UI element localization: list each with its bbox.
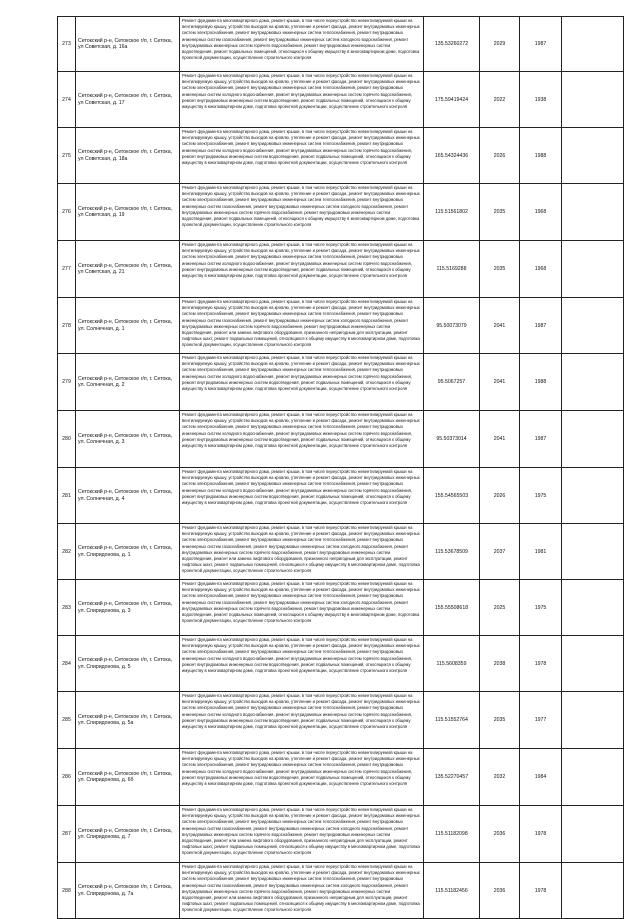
address-cell: Сетокский р-н, Сетокское г/п, г. Сетока, ул. Спиридонова, д. 6б [76,749,180,806]
cost-cell: 95.50073079 [424,298,480,354]
build-year-cell: 1978 [520,863,562,919]
row-number: 277 [58,241,76,298]
works-cell: Ремонт фундамента многоквартирного дома, ремонт крыши, в том числе переустройство невентилируемой крыши на вентилируемую крышу, устройство выходов на кровлю, утепление и ремонт фасада, ремонт внутридомовых инженерных систем электроснабжения, ремонт внутридомовых инженерных систем теплоснабжения, ремонт внутридомовых инженерных систем холодного водоснабжения, ремонт внутридомовых инженерных систем горячего водоснабжения, ремонт внутридомовых инженерных систем водоотведения, ремонт подвальных помещений, относящихся к общему имуществу в многоквартирном доме, подготовка проектной документации, осуществление строительного контроля [180,354,424,411]
address-cell: Сетокский р-н, Сетокское г/п, г. Сетока, ул. Спиридонова, д. 5 [76,636,180,692]
works-cell: Ремонт фундамента многоквартирного дома, ремонт крыши, в том числе переустройство невентилируемой крыши на вентилируемую крышу, устройство выходов на кровлю, утепление и ремонт фасада, ремонт внутридомовых инженерных систем электроснабжения, ремонт внутридомовых инженерных систем теплоснабжения, ремонт внутридомовых инженерных систем холодного водоснабжения, ремонт внутридомовых инженерных систем горячего водоснабжения, ремонт внутридомовых инженерных систем водоотведения, ремонт подвальных помещений, относящихся к общему имуществу в многоквартирном доме, подготовка проектной документации, осуществление строительного контроля [180,128,424,184]
build-year-cell: 1987 [520,298,562,354]
address-cell: Сетокский р-н, Сетокское г/п, г. Сетока, ул Советская, д. 17 [76,72,180,128]
cost-cell: 165.54324436 [424,128,480,184]
repair-year-cell: 2032 [480,749,520,806]
build-year-cell: 1984 [520,749,562,806]
repair-year-cell: 2022 [480,72,520,128]
blank-cell [562,72,624,128]
row-number: 276 [58,184,76,241]
row-number: 285 [58,692,76,749]
row-number: 279 [58,354,76,411]
cost-cell: 155.54565503 [424,468,480,524]
blank-cell [562,298,624,354]
cost-cell: 95.5067257 [424,354,480,411]
blank-cell [562,580,624,636]
row-number: 281 [58,468,76,524]
cost-cell: 135.52270457 [424,749,480,806]
address-cell: Сетокский р-н, Сетокское г/п, г. Сетока, ул. Спиридонова, д. 3 [76,580,180,636]
table-row [58,184,624,241]
address-cell: Сетокский р-н, Сетокское г/п, г. Сетока, ул. Солнечная, д. 2 [76,354,180,411]
build-year-cell: 1978 [520,806,562,863]
build-year-cell: 1938 [520,72,562,128]
repair-year-cell: 2029 [480,17,520,72]
build-year-cell: 1968 [520,184,562,241]
repair-year-cell: 2036 [480,806,520,863]
row-number: 284 [58,636,76,692]
repair-year-cell: 2035 [480,241,520,298]
blank-cell [562,354,624,411]
cost-cell: 115.53678509 [424,524,480,580]
capital-repair-table [57,16,624,919]
table-row [58,580,624,636]
blank-cell [562,128,624,184]
build-year-cell: 1975 [520,468,562,524]
works-cell: Ремонт фундамента многоквартирного дома, ремонт крыши, в том числе переустройство невентилируемой крыши на вентилируемую крышу, устройство выходов на кровлю, утепление и ремонт фасада, ремонт внутридомовых инженерных систем электроснабжения, ремонт внутридомовых инженерных систем теплоснабжения, ремонт внутридомовых инженерных систем газоснабжения, ремонт внутридомовых инженерных систем холодного водоснабжения, ремонт внутридомовых инженерных систем горячего водоснабжения, ремонт внутридомовых инженерных систем водоотведения, ремонт подвальных помещений, относящихся к общему имуществу в многоквартирном доме, подготовка проектной документации, осуществление строительного контроля [180,184,424,241]
table-body [58,17,624,919]
build-year-cell: 1988 [520,354,562,411]
blank-cell [562,863,624,919]
document-sheet [57,16,623,919]
works-cell: Ремонт фундамента многоквартирного дома, ремонт крыши, в том числе переустройство невентилируемой крыши на вентилируемую крышу, устройство выходов на кровлю, утепление и ремонт фасада, ремонт внутридомовых инженерных систем электроснабжения, ремонт внутридомовых инженерных систем теплоснабжения, ремонт внутридомовых инженерных систем холодного водоснабжения, ремонт внутридомовых инженерных систем горячего водоснабжения, ремонт внутридомовых инженерных систем водоотведения, ремонт подвальных помещений, относящихся к общему имуществу в многоквартирном доме, подготовка проектной документации, осуществление строительного контроля [180,241,424,298]
address-cell: Сетокский р-н, Сетокское г/п, г. Сетока, ул. Спиридонова, д. 5а [76,692,180,749]
repair-year-cell: 2035 [480,184,520,241]
table-row [58,354,624,411]
address-cell: Сетокский р-н, Сетокское г/п, г. Сетока, ул. Солнечная, д. 4 [76,468,180,524]
repair-year-cell: 2038 [480,636,520,692]
address-cell: Сетокский р-н, Сетокское г/п, г. Сетока, ул. Спиридонова, д. 7а [76,863,180,919]
repair-year-cell: 2037 [480,524,520,580]
blank-cell [562,184,624,241]
build-year-cell: 1987 [520,411,562,468]
build-year-cell: 1987 [520,17,562,72]
build-year-cell: 1981 [520,524,562,580]
works-cell: Ремонт фундамента многоквартирного дома, ремонт крыши, в том числе переустройство невентилируемой крыши на вентилируемую крышу, устройство выходов на кровлю, утепление и ремонт фасада, ремонт внутридомовых инженерных систем электроснабжения, ремонт внутридомовых инженерных систем теплоснабжения, ремонт внутридомовых инженерных систем газоснабжения, ремонт внутридомовых инженерных систем холодного водоснабжения, ремонт внутридомовых инженерных систем горячего водоснабжения, ремонт внутридомовых инженерных систем водоотведения, ремонт подвальных помещений, относящихся к общему имуществу в многоквартирном доме, подготовка проектной документации, осуществление строительного контроля [180,580,424,636]
blank-cell [562,806,624,863]
repair-year-cell: 2025 [480,580,520,636]
row-number: 273 [58,17,76,72]
table-row [58,524,624,580]
address-cell: Сетокский р-н, Сетокское г/п, г. Сетока, ул. Спиридонова, д. 7 [76,806,180,863]
table-row [58,806,624,863]
cost-cell: 115.5608359 [424,636,480,692]
row-number: 287 [58,806,76,863]
table-row [58,863,624,919]
row-number: 280 [58,411,76,468]
cost-cell: 115.5169288 [424,241,480,298]
cost-cell: 155.55508618 [424,580,480,636]
table-row [58,298,624,354]
cost-cell: 115.51182098 [424,806,480,863]
works-cell: Ремонт фундамента многоквартирного дома, ремонт крыши, в том числе переустройство невентилируемой крыши на вентилируемую крышу, устройство выходов на кровлю, утепление и ремонт фасада, ремонт внутридомовых инженерных систем электроснабжения, ремонт внутридомовых инженерных систем теплоснабжения, ремонт внутридомовых инженерных систем холодного водоснабжения, ремонт внутридомовых инженерных систем горячего водоснабжения, ремонт внутридомовых инженерных систем водоотведения, ремонт подвальных помещений, относящихся к общему имуществу в многоквартирном доме, подготовка проектной документации, осуществление строительного контроля [180,72,424,128]
works-cell: Ремонт фундамента многоквартирного дома, ремонт крыши, в том числе переустройство невентилируемой крыши на вентилируемую крышу, устройство выходов на кровлю, утепление и ремонт фасада, ремонт внутридомовых инженерных систем электроснабжения, ремонт внутридомовых инженерных систем теплоснабжения, ремонт внутридомовых инженерных систем холодного водоснабжения, ремонт внутридомовых инженерных систем горячего водоснабжения, ремонт внутридомовых инженерных систем водоотведения, ремонт подвальных помещений, относящихся к общему имуществу в многоквартирном доме, подготовка проектной документации, осуществление строительного контроля [180,749,424,806]
address-cell: Сетокский р-н, Сетокское г/п, г. Сетока, ул Советская, д. 16а [76,17,180,72]
blank-cell [562,524,624,580]
repair-year-cell: 2026 [480,128,520,184]
build-year-cell: 1978 [520,636,562,692]
address-cell: Сетокский р-н, Сетокское г/п, г. Сетока, ул Советская, д. 18а [76,128,180,184]
repair-year-cell: 2041 [480,411,520,468]
repair-year-cell: 2026 [480,468,520,524]
build-year-cell: 1977 [520,692,562,749]
blank-cell [562,468,624,524]
table-row [58,128,624,184]
blank-cell [562,692,624,749]
repair-year-cell: 2041 [480,354,520,411]
row-number: 275 [58,128,76,184]
blank-cell [562,411,624,468]
table-row [58,692,624,749]
address-cell: Сетокский р-н, Сетокское г/п, г. Сетока, ул. Солнечная, д. 1 [76,298,180,354]
repair-year-cell: 2041 [480,298,520,354]
works-cell: Ремонт фундамента многоквартирного дома, ремонт крыши, в том числе переустройство невентилируемой крыши на вентилируемую крышу, устройство выходов на кровлю, утепление и ремонт фасада, ремонт внутридомовых инженерных систем электроснабжения, ремонт внутридомовых инженерных систем теплоснабжения, ремонт внутридомовых инженерных систем газоснабжения, ремонт внутридомовых инженерных систем холодного водоснабжения, ремонт внутридомовых инженерных систем горячего водоснабжения, ремонт внутридомовых инженерных систем водоотведения, ремонт или замена лифтового оборудования, признанного непригодным для эксплуатации, ремонт лифтовых шахт, ремонт подвальных помещений, относящихся к общему имуществу в многоквартирном доме, подготовка проектной документации, осуществление строительного контроля [180,806,424,863]
works-cell: Ремонт фундамента многоквартирного дома, ремонт крыши, в том числе переустройство невентилируемой крыши на вентилируемую крышу, устройство выходов на кровлю, утепление и ремонт фасада, ремонт внутридомовых инженерных систем электроснабжения, ремонт внутридомовых инженерных систем теплоснабжения, ремонт внутридомовых инженерных систем холодного водоснабжения, ремонт внутридомовых инженерных систем горячего водоснабжения, ремонт внутридомовых инженерных систем водоотведения, ремонт подвальных помещений, относящихся к общему имуществу в многоквартирном доме, подготовка проектной документации, осуществление строительного контроля [180,411,424,468]
row-number: 288 [58,863,76,919]
cost-cell: 95.50373014 [424,411,480,468]
address-cell: Сетокский р-н, Сетокское г/п, г. Сетока, ул. Солнечная, д. 3 [76,411,180,468]
repair-year-cell: 2035 [480,692,520,749]
build-year-cell: 1975 [520,580,562,636]
cost-cell: 115.51182456 [424,863,480,919]
works-cell: Ремонт фундамента многоквартирного дома, ремонт крыши, в том числе переустройство невентилируемой крыши на вентилируемую крышу, устройство выходов на кровлю, утепление и ремонт фасада, ремонт внутридомовых инженерных систем электроснабжения, ремонт внутридомовых инженерных систем теплоснабжения, ремонт внутридомовых инженерных систем холодного водоснабжения, ремонт внутридомовых инженерных систем горячего водоснабжения, ремонт внутридомовых инженерных систем водоотведения, ремонт подвальных помещений, относящихся к общему имуществу в многоквартирном доме, подготовка проектной документации, осуществление строительного контроля [180,692,424,749]
works-cell: Ремонт фундамента многоквартирного дома, ремонт крыши, в том числе переустройство невентилируемой крыши на вентилируемую крышу, устройство выходов на кровлю, утепление и ремонт фасада, ремонт внутридомовых инженерных систем электроснабжения, ремонт внутридомовых инженерных систем теплоснабжения, ремонт внутридомовых инженерных систем газоснабжения, ремонт внутридомовых инженерных систем холодного водоснабжения, ремонт внутридомовых инженерных систем горячего водоснабжения, ремонт внутридомовых инженерных систем водоотведения, ремонт подвальных помещений, относящихся к общему имуществу в многоквартирном доме, подготовка проектной документации, осуществление строительного контроля [180,17,424,72]
cost-cell: 135.53260272 [424,17,480,72]
address-cell: Сетокский р-н, Сетокское г/п, г. Сетока, ул. Спиридонова, д. 1 [76,524,180,580]
works-cell: Ремонт фундамента многоквартирного дома, ремонт крыши, в том числе переустройство невентилируемой крыши на вентилируемую крышу, устройство выходов на кровлю, утепление и ремонт фасада, ремонт внутридомовых инженерных систем электроснабжения, ремонт внутридомовых инженерных систем теплоснабжения, ремонт внутридомовых инженерных систем газоснабжения, ремонт внутридомовых инженерных систем холодного водоснабжения, ремонт внутридомовых инженерных систем горячего водоснабжения, ремонт внутридомовых инженерных систем водоотведения, ремонт или замена лифтового оборудования, признанного непригодным для эксплуатации, ремонт лифтовых шахт, ремонт подвальных помещений, относящихся к общему имуществу в многоквартирном доме, подготовка проектной документации, осуществление строительного контроля [180,863,424,919]
table-row [58,749,624,806]
works-cell: Ремонт фундамента многоквартирного дома, ремонт крыши, в том числе переустройство невентилируемой крыши на вентилируемую крышу, устройство выходов на кровлю, утепление и ремонт фасада, ремонт внутридомовых инженерных систем электроснабжения, ремонт внутридомовых инженерных систем теплоснабжения, ремонт внутридомовых инженерных систем газоснабжения, ремонт внутридомовых инженерных систем холодного водоснабжения, ремонт внутридомовых инженерных систем горячего водоснабжения, ремонт внутридомовых инженерных систем водоотведения, ремонт или замена лифтового оборудования, признанного непригодным для эксплуатации, ремонт лифтовых шахт, ремонт подвальных помещений, относящихся к общему имуществу в многоквартирном доме, подготовка проектной документации, осуществление строительного контроля [180,524,424,580]
cost-cell: 115.51561802 [424,184,480,241]
blank-cell [562,17,624,72]
row-number: 274 [58,72,76,128]
table-row [58,241,624,298]
cost-cell: 175.59419424 [424,72,480,128]
row-number: 278 [58,298,76,354]
repair-year-cell: 2036 [480,863,520,919]
table-row [58,72,624,128]
row-number: 282 [58,524,76,580]
row-number: 286 [58,749,76,806]
build-year-cell: 1988 [520,128,562,184]
table-row [58,411,624,468]
table-row [58,17,624,72]
works-cell: Ремонт фундамента многоквартирного дома, ремонт крыши, в том числе переустройство невентилируемой крыши на вентилируемую крышу, устройство выходов на кровлю, утепление и ремонт фасада, ремонт внутридомовых инженерных систем электроснабжения, ремонт внутридомовых инженерных систем теплоснабжения, ремонт внутридомовых инженерных систем холодного водоснабжения, ремонт внутридомовых инженерных систем горячего водоснабжения, ремонт внутридомовых инженерных систем водоотведения, ремонт подвальных помещений, относящихся к общему имуществу в многоквартирном доме, подготовка проектной документации, осуществление строительного контроля [180,636,424,692]
blank-cell [562,636,624,692]
blank-cell [562,241,624,298]
works-cell: Ремонт фундамента многоквартирного дома, ремонт крыши, в том числе переустройство невентилируемой крыши на вентилируемую крышу, устройство выходов на кровлю, утепление и ремонт фасада, ремонт внутридомовых инженерных систем электроснабжения, ремонт внутридомовых инженерных систем теплоснабжения, ремонт внутридомовых инженерных систем газоснабжения, ремонт внутридомовых инженерных систем холодного водоснабжения, ремонт внутридомовых инженерных систем горячего водоснабжения, ремонт внутридомовых инженерных систем водоотведения, ремонт или замена лифтового оборудования, признанного непригодным для эксплуатации, ремонт лифтовых шахт, ремонт подвальных помещений, относящихся к общему имуществу в многоквартирном доме, подготовка проектной документации, осуществление строительного контроля [180,298,424,354]
address-cell: Сетокский р-н, Сетокское г/п, г. Сетока, ул Советская, д. 21 [76,241,180,298]
blank-cell [562,749,624,806]
table-row [58,468,624,524]
row-number: 283 [58,580,76,636]
cost-cell: 115.51552764 [424,692,480,749]
works-cell: Ремонт фундамента многоквартирного дома, ремонт крыши, в том числе переустройство невентилируемой крыши на вентилируемую крышу, устройство выходов на кровлю, утепление и ремонт фасада, ремонт внутридомовых инженерных систем электроснабжения, ремонт внутридомовых инженерных систем теплоснабжения, ремонт внутридомовых инженерных систем холодного водоснабжения, ремонт внутридомовых инженерных систем горячего водоснабжения, ремонт внутридомовых инженерных систем водоотведения, ремонт подвальных помещений, относящихся к общему имуществу в многоквартирном доме, подготовка проектной документации, осуществление строительного контроля [180,468,424,524]
build-year-cell: 1968 [520,241,562,298]
address-cell: Сетокский р-н, Сетокское г/п, г. Сетока, ул Советская, д. 19 [76,184,180,241]
table-row [58,636,624,692]
